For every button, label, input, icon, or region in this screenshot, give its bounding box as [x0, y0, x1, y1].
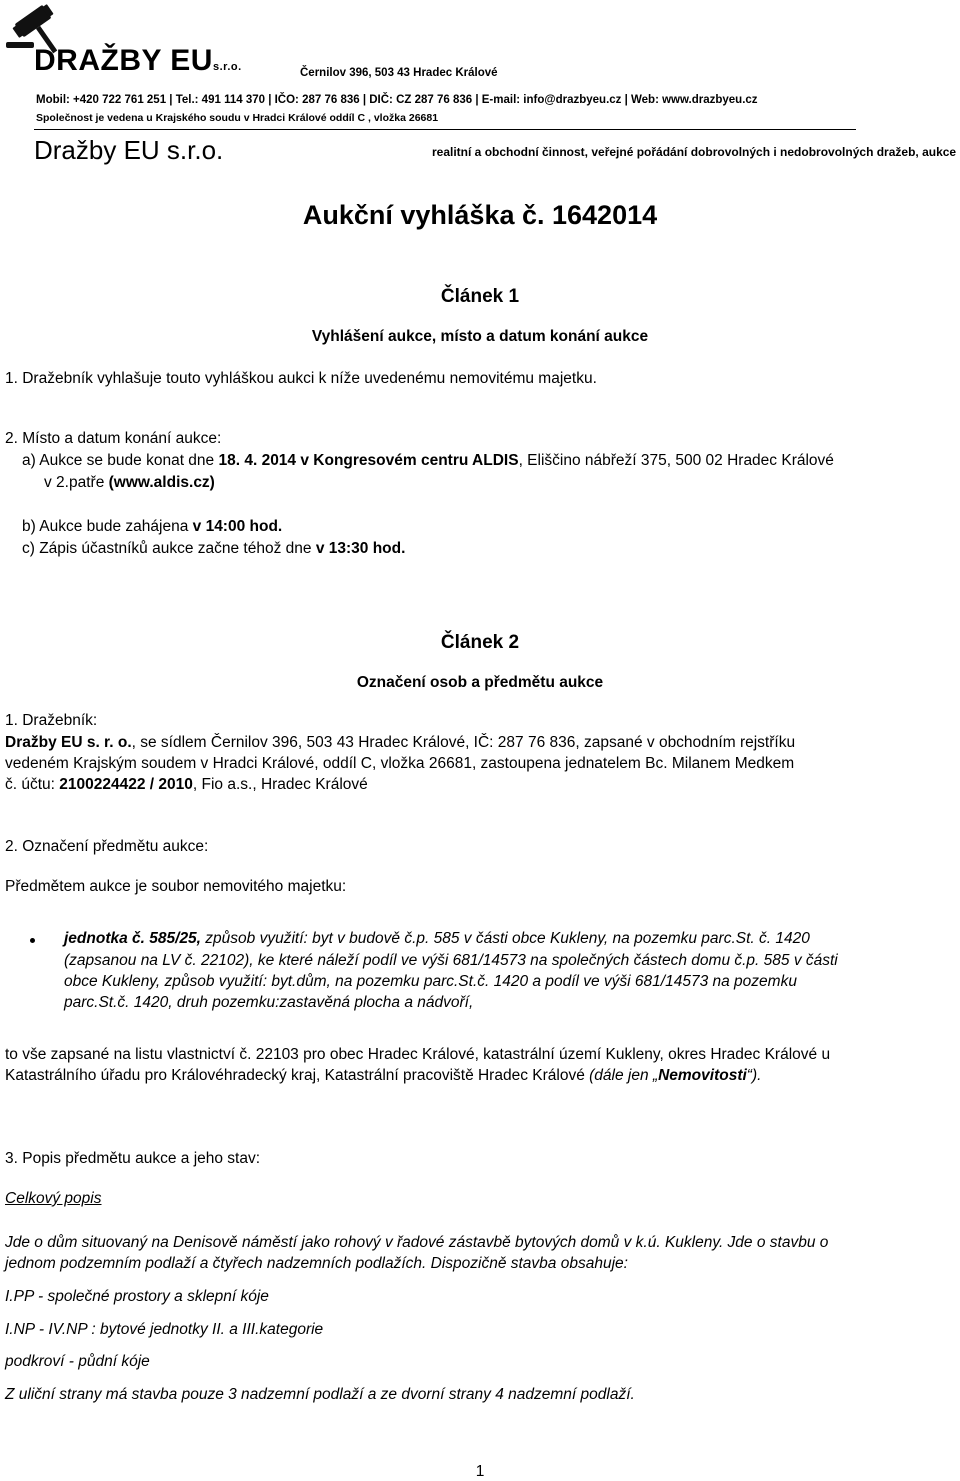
- property-item-line-2: (zapsanou na LV č. 22102), ke které náleží podíl ve výši 681/14573 na společných částech domu č.p. 585 v části: [64, 952, 838, 969]
- auction-date-value: 18. 4. 2014 v Kongresovém centru ALDIS: [218, 452, 519, 469]
- subject-label: 2. Označení předmětu aukce:: [5, 838, 209, 855]
- auction-start-item: [22, 518, 282, 536]
- auctioneer-line-1: [5, 734, 795, 752]
- description-label: 3. Popis předmětu aukce a jeho stav:: [5, 1150, 261, 1167]
- auctioneer-name: Dražby EU s. r. o.: [5, 734, 132, 751]
- floor-residential: I.NP - IV.NP : bytové jednotky II. a III.kategorie: [5, 1321, 324, 1338]
- header-divider: [34, 129, 856, 130]
- article-2-subheading: Označení osob a předmětu aukce: [356, 674, 604, 691]
- article-1-paragraph-1: 1. Dražebník vyhlašuje touto vyhláškou aukci k níže uvedenému nemovitému majetku.: [5, 370, 597, 387]
- registry-line-2: [5, 1067, 761, 1085]
- article-1-heading: Článek 1: [440, 286, 520, 307]
- logo-suffix: s.r.o.: [212, 61, 242, 73]
- logo-main: DRAŽBY EU: [34, 44, 213, 77]
- auction-start-prefix: b) Aukce bude zahájena: [22, 518, 193, 535]
- article-1-paragraph-2: 2. Místo a datum konání aukce:: [5, 430, 222, 447]
- company-name: Dražby EU s.r.o.: [34, 135, 224, 165]
- document-title: Aukční vyhláška č. 1642014: [302, 200, 658, 230]
- registration-start-item: [22, 540, 405, 558]
- list-bullet: [30, 938, 35, 943]
- property-usage: způsob využití: byt v budově č.p. 585 v části obce Kukleny, na pozemku parc.St. č. 1420: [201, 930, 810, 947]
- article-2-heading: Článek 2: [440, 632, 520, 653]
- article-1-subheading: Vyhlášení aukce, místo a datum konání aukce: [311, 328, 649, 345]
- auctioneer-label: 1. Dražebník:: [5, 712, 98, 729]
- property-unit: jednotka č. 585/25,: [64, 930, 201, 947]
- auction-date-rest: , Eliščino nábřeží 375, 500 02 Hradec Králové: [518, 452, 834, 469]
- account-prefix: č. účtu:: [5, 776, 60, 793]
- aldis-web-link[interactable]: (www.aldis.cz): [108, 474, 215, 491]
- auction-date-prefix: a) Aukce se bude konat dne: [22, 452, 219, 469]
- street-side-note: Z uliční strany má stavba pouze 3 nadzemní podlaží a ze dvorní strany 4 nadzemní podlaží.: [5, 1386, 635, 1403]
- floor-basement: I.PP - společné prostory a sklepní kóje: [5, 1288, 269, 1305]
- court-registration: Společnost je vedena u Krajského soudu v Hradci Králové oddíl C , vložka 26681: [36, 112, 439, 124]
- registry-note-open: (dále jen „: [589, 1067, 659, 1084]
- account-number: 2100224422 / 2010: [59, 776, 193, 793]
- floor-attic: podkroví - půdní kóje: [5, 1353, 150, 1370]
- contact-line: Mobil: +420 722 761 251 | Tel.: 491 114 370 | IČO: 287 76 836 | DIČ: CZ 287 76 836 | E-mail: info@drazbyeu.cz | Web: www.drazbyeu.cz: [36, 94, 758, 106]
- account-bank: , Fio a.s., Hradec Králové: [192, 776, 368, 793]
- auctioneer-line-2: vedeném Krajským soudem v Hradci Králové, oddíl C, vložka 26681, zastoupena jednatelem Bc. Milanem Medkem: [5, 755, 795, 772]
- property-item-line-4: parc.St.č. 1420, druh pozemku:zastavěná plocha a nádvoří,: [64, 994, 474, 1011]
- registry-line-1: to vše zapsané na listu vlastnictví č. 22103 pro obec Hradec Králové, katastrální území Kukleny, okres Hradec Králové u: [5, 1046, 831, 1063]
- auction-floor-line: [44, 474, 215, 492]
- auction-floor: v 2.patře: [44, 474, 109, 491]
- account-line: [5, 776, 368, 794]
- description-line-2: jednom podzemním podlaží a čtyřech nadzemních podlažích. Dispozičně stavba obsahuje:: [5, 1255, 628, 1272]
- overall-description-heading: Celkový popis: [5, 1190, 102, 1207]
- company-activity: realitní a obchodní činnost, veřejné pořádání dobrovolných i nedobrovolných dražeb, aukce: [432, 145, 957, 159]
- company-address: Černilov 396, 503 43 Hradec Králové: [300, 67, 498, 79]
- registry-note-close: “).: [746, 1067, 762, 1084]
- auction-start-time: v 14:00 hod.: [192, 518, 283, 535]
- description-line-1: Jde o dům situovaný na Denisově náměstí jako rohový v řadové zástavbě bytových domů v k.ú. Kukleny. Jde o stavbu o: [5, 1234, 829, 1251]
- auction-date-item: [22, 452, 834, 470]
- property-item-line-1: [64, 930, 810, 948]
- registration-prefix: c) Zápis účastníků aukce začne téhož dne: [22, 540, 316, 557]
- auctioneer-seat: , se sídlem Černilov 396, 503 43 Hradec Králové, IČ: 287 76 836, zapsané v obchodním rejstříku: [131, 734, 796, 751]
- registration-time: v 13:30 hod.: [315, 540, 406, 557]
- page-number: 1: [475, 1463, 485, 1480]
- subject-intro: Předmětem aukce je soubor nemovitého majetku:: [5, 878, 347, 895]
- registry-office: Katastrálního úřadu pro Královéhradecký kraj, Katastrální pracoviště Hradec Králové: [5, 1067, 590, 1084]
- registry-defined-term: Nemovitosti: [658, 1067, 747, 1084]
- logo-text: [34, 44, 242, 78]
- property-item-line-3: obce Kukleny, způsob využití: byt.dům, na pozemku parc.St.č. 1420 a podíl ve výši 681/14573 na pozemku: [64, 973, 797, 990]
